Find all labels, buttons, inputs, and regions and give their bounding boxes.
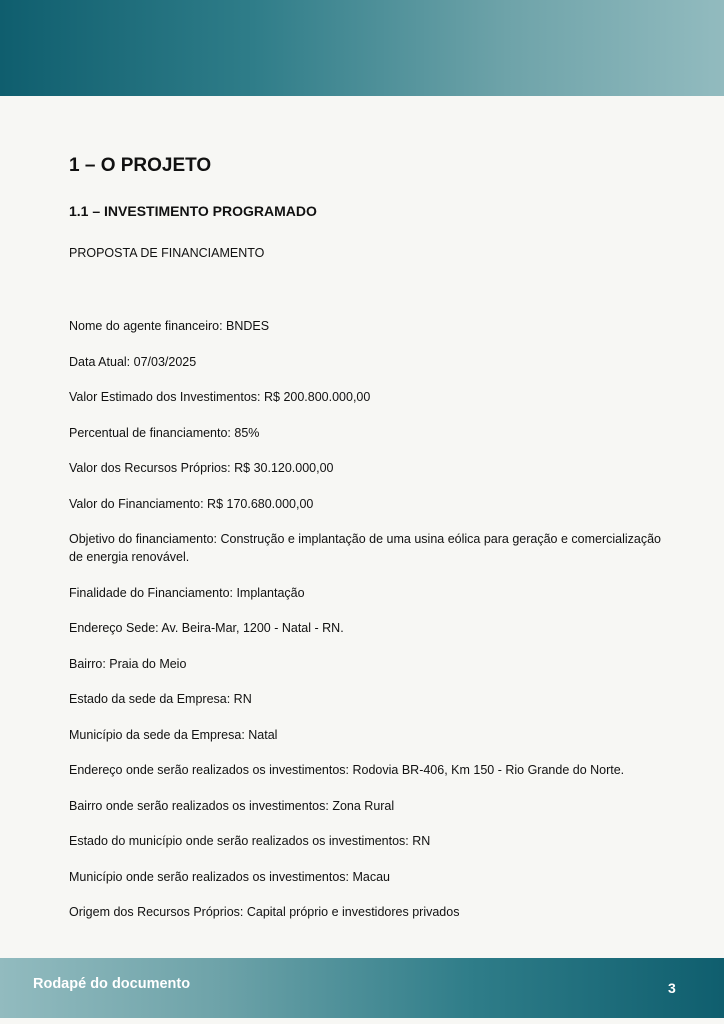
field-date: Data Atual: 07/03/2025 [69, 354, 197, 369]
field-own-resources: Valor dos Recursos Próprios: R$ 30.120.000,00 [69, 461, 334, 475]
field-hq-state: Estado da sede da Empresa: RN [69, 692, 252, 706]
field-investment-address: Endereço onde serão realizados os investimentos: Rodovia BR-406, Km 150 - Rio Grande do Norte. [69, 763, 625, 777]
financing-fields [69, 317, 669, 921]
page-number: 3 [668, 980, 676, 996]
section-title: 1 – O PROJETO [69, 155, 212, 176]
field-investment-municipality: Município onde serão realizados os investimentos: Macau [69, 869, 391, 884]
field-financing-percentage: Percentual de financiamento: 85% [69, 425, 260, 440]
field-hq-address: Endereço Sede: Av. Beira-Mar, 1200 - Natal - RN. [69, 621, 344, 635]
field-objective: Objetivo do financiamento: Construção e implantação de uma usina eólica para geração e comercialização de energia renovável. [69, 532, 662, 564]
header-band [0, 0, 724, 96]
field-neighborhood: Bairro: Praia do Meio [69, 656, 187, 671]
field-hq-municipality: Município da sede da Empresa: Natal [69, 727, 278, 742]
field-estimated-investment: Valor Estimado dos Investimentos: R$ 200.800.000,00 [69, 390, 371, 404]
field-investment-state: Estado do município onde serão realizados os investimentos: RN [69, 834, 431, 848]
document-content [69, 154, 669, 939]
field-financing-value: Valor do Financiamento: R$ 170.680.000,00 [69, 496, 314, 511]
field-investment-neighborhood: Bairro onde serão realizados os investimentos: Zona Rural [69, 798, 395, 813]
section-subtitle: 1.1 – INVESTIMENTO PROGRAMADO [69, 203, 317, 219]
proposal-label: PROPOSTA DE FINANCIAMENTO [69, 246, 265, 260]
footer-text: Rodapé do documento [33, 976, 191, 992]
field-purpose: Finalidade do Financiamento: Implantação [69, 585, 305, 600]
field-resources-origin: Origem dos Recursos Próprios: Capital próprio e investidores privados [69, 905, 460, 919]
field-agent: Nome do agente financeiro: BNDES [69, 319, 270, 333]
